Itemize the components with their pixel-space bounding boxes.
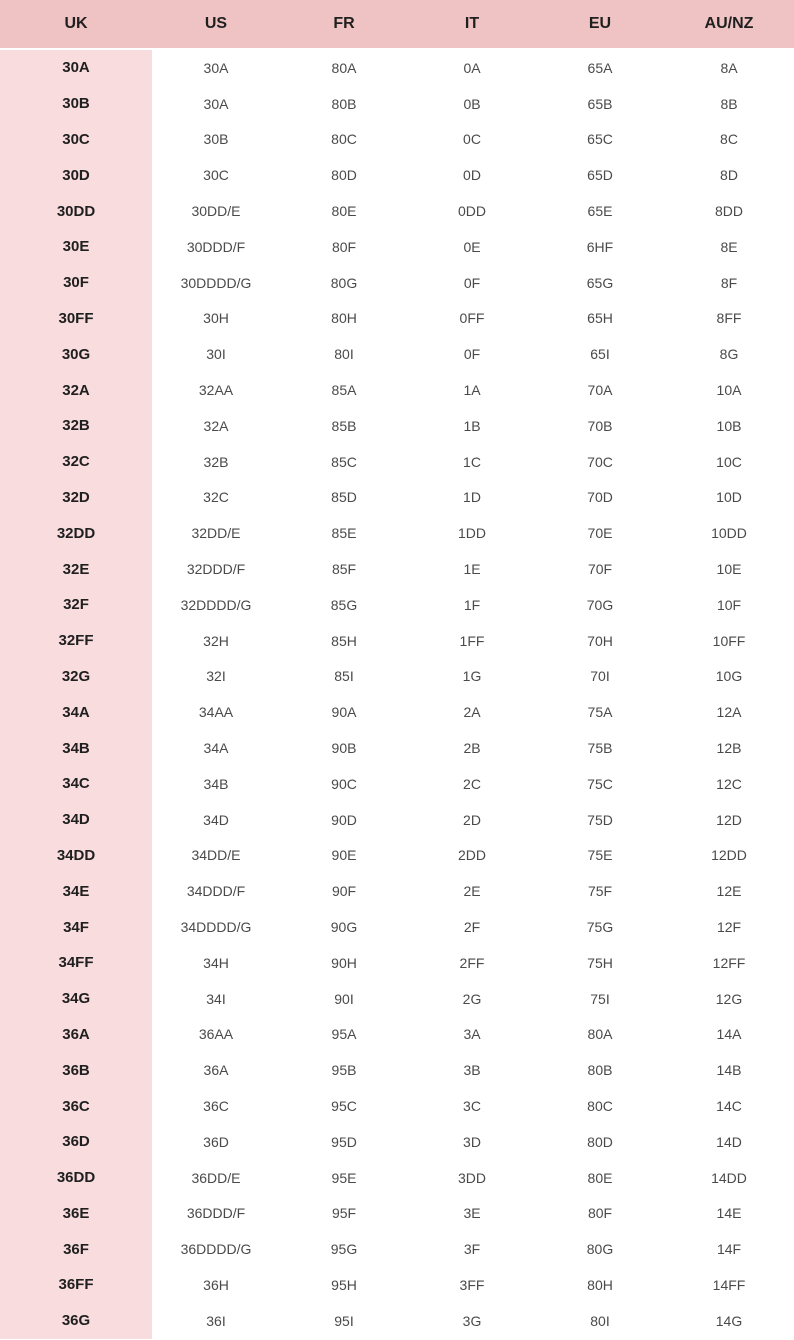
cell-fr: 90H	[331, 954, 357, 971]
cell-au-nz: 10G	[715, 668, 743, 685]
cell-eu: 65H	[587, 310, 613, 327]
cell-us: 36D	[203, 1133, 229, 1150]
cell-us: 36H	[203, 1276, 229, 1293]
cell-eu: 70D	[587, 489, 613, 506]
table-row	[0, 909, 794, 945]
cell-eu: 70A	[587, 382, 613, 399]
cell-us: 30H	[203, 310, 229, 327]
cell-uk: 30C	[0, 122, 152, 158]
table-row	[0, 981, 794, 1017]
table-row	[0, 1267, 794, 1303]
cell-uk: 30F	[0, 265, 152, 301]
cell-eu: 70F	[587, 561, 613, 578]
cell-fr: 95H	[331, 1276, 357, 1293]
cell-au-nz: 14B	[716, 1062, 742, 1079]
cell-fr: 80I	[334, 346, 354, 363]
cell-us: 32A	[203, 417, 229, 434]
table-row	[0, 301, 794, 337]
cell-uk: 36C	[0, 1088, 152, 1124]
cell-it: 0FF	[459, 310, 485, 327]
cell-au-nz: 10D	[716, 489, 742, 506]
table-row	[0, 1088, 794, 1124]
cell-fr: 80G	[330, 274, 358, 291]
cell-it: 3FF	[459, 1276, 485, 1293]
cell-fr: 80A	[331, 59, 357, 76]
table-row	[0, 336, 794, 372]
cell-uk: 34G	[0, 981, 152, 1017]
cell-au-nz: 10A	[716, 382, 742, 399]
cell-it: 0B	[463, 95, 481, 112]
table-row	[0, 229, 794, 265]
cell-uk: 32DD	[0, 515, 152, 551]
cell-eu: 70I	[590, 668, 610, 685]
cell-eu: 75B	[587, 740, 613, 757]
table-row	[0, 802, 794, 838]
cell-fr: 85A	[331, 382, 357, 399]
cell-au-nz: 8D	[720, 167, 738, 184]
cell-eu: 75A	[587, 704, 613, 721]
cell-uk: 30DD	[0, 193, 152, 229]
cell-us: 36C	[203, 1098, 229, 1114]
cell-it: 0A	[463, 59, 481, 76]
cell-eu: 70C	[587, 453, 613, 470]
cell-fr: 85D	[331, 489, 357, 506]
table-row	[0, 694, 794, 730]
cell-au-nz: 8G	[719, 346, 739, 363]
cell-us: 34I	[206, 990, 226, 1007]
cell-au-nz: 8A	[720, 59, 738, 76]
cell-eu: 65D	[587, 167, 613, 184]
cell-us: 32DDD/F	[186, 561, 246, 578]
cell-fr: 85G	[330, 596, 358, 613]
table-row	[0, 587, 794, 623]
cell-uk: 34D	[0, 802, 152, 838]
table-body	[0, 49, 794, 1339]
table-row	[0, 551, 794, 587]
cell-uk: 32D	[0, 480, 152, 516]
cell-au-nz: 8F	[720, 274, 738, 291]
cell-au-nz: 12DD	[711, 847, 747, 864]
cell-us: 36DDDD/G	[180, 1241, 252, 1258]
cell-eu: 65E	[587, 203, 613, 220]
cell-fr: 80H	[331, 310, 357, 327]
cell-it: 1G	[462, 668, 482, 685]
cell-eu: 65A	[587, 59, 613, 76]
cell-eu: 70B	[587, 417, 613, 434]
table-header	[0, 0, 794, 49]
cell-us: 30A	[203, 59, 229, 76]
cell-eu: 75D	[587, 811, 613, 828]
cell-fr: 80D	[331, 167, 357, 184]
table-row	[0, 659, 794, 695]
cell-fr: 95E	[331, 1169, 357, 1186]
cell-uk: 32G	[0, 659, 152, 695]
cell-uk: 30G	[0, 336, 152, 372]
cell-uk: 36DD	[0, 1160, 152, 1196]
cell-eu: 80A	[587, 1026, 613, 1043]
cell-us: 36DDD/F	[186, 1205, 246, 1222]
cell-it: 3DD	[457, 1169, 486, 1186]
cell-uk: 36G	[0, 1303, 152, 1339]
cell-it: 2A	[463, 704, 481, 721]
cell-eu: 75F	[587, 883, 613, 900]
cell-us: 34DD/E	[191, 847, 241, 864]
table-row	[0, 1303, 794, 1339]
cell-fr: 90G	[330, 919, 358, 936]
cell-fr: 90B	[331, 740, 357, 757]
cell-eu: 80C	[587, 1098, 613, 1114]
cell-au-nz: 12B	[716, 740, 742, 757]
cell-fr: 85B	[331, 417, 357, 434]
cell-au-nz: 12E	[716, 883, 742, 900]
cell-eu: 75I	[590, 990, 610, 1007]
cell-us: 32AA	[198, 382, 234, 399]
cell-it: 3G	[462, 1312, 482, 1329]
table-row	[0, 193, 794, 229]
cell-eu: 75H	[587, 954, 613, 971]
cell-uk: 34DD	[0, 838, 152, 874]
cell-us: 32DD/E	[191, 525, 241, 542]
table-row	[0, 1124, 794, 1160]
cell-fr: 85E	[331, 525, 357, 542]
cell-fr: 95D	[331, 1133, 357, 1150]
cell-au-nz: 12G	[715, 990, 743, 1007]
cell-uk: 30E	[0, 229, 152, 265]
cell-au-nz: 14D	[716, 1133, 742, 1150]
cell-uk: 34E	[0, 873, 152, 909]
cell-au-nz: 12FF	[712, 954, 746, 971]
cell-it: 3C	[463, 1098, 481, 1114]
cell-uk: 30A	[0, 49, 152, 86]
cell-uk: 34B	[0, 730, 152, 766]
cell-us: 34B	[203, 775, 229, 792]
table-row	[0, 730, 794, 766]
cell-au-nz: 8DD	[714, 203, 743, 220]
cell-it: 3E	[463, 1205, 481, 1222]
cell-au-nz: 12F	[716, 919, 742, 936]
cell-uk: 36F	[0, 1231, 152, 1267]
table-row	[0, 372, 794, 408]
cell-uk: 32C	[0, 444, 152, 480]
cell-us: 36I	[206, 1312, 226, 1329]
cell-it: 2FF	[459, 954, 485, 971]
table-row	[0, 86, 794, 122]
cell-eu: 65I	[590, 346, 610, 363]
cell-it: 0D	[463, 167, 481, 184]
cell-it: 3F	[463, 1241, 481, 1258]
cell-us: 34DDDD/G	[180, 919, 252, 936]
cell-uk: 36FF	[0, 1267, 152, 1303]
cell-uk: 34A	[0, 694, 152, 730]
cell-uk: 34C	[0, 766, 152, 802]
cell-us: 36DD/E	[191, 1169, 241, 1186]
cell-uk: 36E	[0, 1196, 152, 1232]
cell-eu: 75E	[587, 847, 613, 864]
table-row	[0, 265, 794, 301]
table-row	[0, 1231, 794, 1267]
cell-us: 32I	[206, 668, 226, 685]
cell-us: 32H	[203, 632, 229, 649]
cell-us: 32DDDD/G	[180, 596, 252, 613]
table-row	[0, 408, 794, 444]
cell-it: 2B	[463, 740, 481, 757]
cell-au-nz: 10DD	[711, 525, 747, 542]
cell-us: 30A	[203, 95, 229, 112]
cell-uk: 34FF	[0, 945, 152, 981]
cell-au-nz: 12C	[716, 775, 742, 792]
cell-au-nz: 10F	[716, 596, 742, 613]
cell-it: 1A	[463, 382, 481, 399]
cell-fr: 80C	[331, 131, 357, 148]
cell-it: 2E	[463, 883, 481, 900]
cell-fr: 85F	[331, 561, 357, 578]
cell-fr: 90C	[331, 775, 357, 792]
header-row	[0, 0, 794, 49]
cell-it: 2G	[462, 990, 482, 1007]
cell-eu: 80E	[587, 1169, 613, 1186]
cell-au-nz: 8B	[720, 95, 738, 112]
cell-au-nz: 14F	[716, 1241, 742, 1258]
cell-eu: 65C	[587, 131, 613, 148]
cell-it: 1DD	[457, 525, 486, 542]
cell-us: 30C	[203, 167, 229, 184]
cell-us: 34H	[203, 954, 229, 971]
table-row	[0, 515, 794, 551]
cell-it: 0E	[463, 238, 481, 255]
cell-au-nz: 14A	[716, 1026, 742, 1043]
table-row	[0, 873, 794, 909]
cell-fr: 90I	[334, 990, 354, 1007]
cell-uk: 32A	[0, 372, 152, 408]
cell-us: 30B	[203, 131, 229, 148]
cell-uk: 32E	[0, 551, 152, 587]
cell-us: 34A	[203, 740, 229, 757]
cell-fr: 80B	[331, 95, 357, 112]
table-row	[0, 945, 794, 981]
cell-au-nz: 12D	[716, 811, 742, 828]
cell-eu: 75C	[587, 775, 613, 792]
cell-eu: 70H	[587, 632, 613, 649]
cell-it: 1FF	[459, 632, 485, 649]
cell-it: 0F	[463, 346, 481, 363]
cell-au-nz: 10C	[716, 453, 742, 470]
cell-eu: 80G	[586, 1241, 614, 1258]
cell-au-nz: 14DD	[711, 1169, 747, 1186]
cell-uk: 36A	[0, 1017, 152, 1053]
cell-au-nz: 8E	[720, 238, 738, 255]
cell-fr: 80E	[331, 203, 357, 220]
header-au-nz: AU/NZ	[664, 0, 794, 49]
cell-au-nz: 14E	[716, 1205, 742, 1222]
header-us: US	[152, 0, 280, 49]
table-row	[0, 122, 794, 158]
cell-au-nz: 14G	[715, 1312, 743, 1329]
cell-uk: 30FF	[0, 301, 152, 337]
header-fr: FR	[280, 0, 408, 49]
cell-eu: 80H	[587, 1276, 613, 1293]
cell-it: 2F	[463, 919, 481, 936]
cell-it: 3B	[463, 1062, 481, 1079]
cell-it: 1C	[463, 453, 481, 470]
cell-au-nz: 12A	[716, 704, 742, 721]
cell-au-nz: 14C	[716, 1098, 742, 1114]
table-row	[0, 1160, 794, 1196]
cell-it: 0C	[463, 131, 481, 148]
cell-eu: 70G	[586, 596, 614, 613]
cell-uk: 32FF	[0, 623, 152, 659]
cell-us: 34D	[203, 811, 229, 828]
table-row	[0, 1017, 794, 1053]
cell-fr: 90E	[331, 847, 357, 864]
table-row	[0, 1052, 794, 1088]
cell-au-nz: 14FF	[712, 1276, 746, 1293]
cell-us: 32B	[203, 453, 229, 470]
cell-fr: 95F	[331, 1205, 357, 1222]
cell-uk: 36D	[0, 1124, 152, 1160]
cell-it: 2DD	[457, 847, 486, 864]
cell-us: 30I	[206, 346, 226, 363]
cell-it: 2C	[463, 775, 481, 792]
cell-eu: 65B	[587, 95, 613, 112]
cell-uk: 30B	[0, 86, 152, 122]
cell-fr: 85I	[334, 668, 354, 685]
header-eu: EU	[536, 0, 664, 49]
table-row	[0, 838, 794, 874]
cell-fr: 80F	[331, 238, 357, 255]
cell-eu: 80B	[587, 1062, 613, 1079]
cell-fr: 95G	[330, 1241, 358, 1258]
cell-eu: 80I	[590, 1312, 610, 1329]
cell-us: 34DDD/F	[186, 883, 246, 900]
cell-uk: 32B	[0, 408, 152, 444]
cell-it: 0DD	[457, 203, 486, 220]
cell-uk: 30D	[0, 157, 152, 193]
table-row	[0, 157, 794, 193]
table-row	[0, 766, 794, 802]
cell-it: 1F	[463, 596, 481, 613]
table-row	[0, 444, 794, 480]
cell-us: 30DDDD/G	[180, 274, 252, 291]
cell-fr: 90D	[331, 811, 357, 828]
table-row	[0, 623, 794, 659]
cell-au-nz: 10E	[716, 561, 742, 578]
cell-it: 2D	[463, 811, 481, 828]
cell-fr: 85C	[331, 453, 357, 470]
cell-au-nz: 8C	[720, 131, 738, 148]
cell-fr: 90F	[331, 883, 357, 900]
header-it: IT	[408, 0, 536, 49]
table-row	[0, 1196, 794, 1232]
cell-eu: 80F	[587, 1205, 613, 1222]
cell-it: 1B	[463, 417, 481, 434]
cell-fr: 90A	[331, 704, 357, 721]
cell-au-nz: 10B	[716, 417, 742, 434]
cell-fr: 95C	[331, 1098, 357, 1114]
cell-it: 0F	[463, 274, 481, 291]
cell-us: 34AA	[198, 704, 234, 721]
cell-us: 36AA	[198, 1026, 234, 1043]
cell-uk: 32F	[0, 587, 152, 623]
cell-it: 1E	[463, 561, 481, 578]
table-row	[0, 49, 794, 86]
cell-au-nz: 8FF	[716, 310, 742, 327]
cell-fr: 95B	[331, 1062, 357, 1079]
cell-fr: 95A	[331, 1026, 357, 1043]
cell-eu: 80D	[587, 1133, 613, 1150]
cell-us: 32C	[203, 489, 229, 506]
cell-us: 36A	[203, 1062, 229, 1079]
cell-us: 30DDD/F	[186, 238, 246, 255]
cell-uk: 36B	[0, 1052, 152, 1088]
cell-eu: 75G	[586, 919, 614, 936]
header-uk: UK	[0, 0, 152, 49]
cell-us: 30DD/E	[191, 203, 241, 220]
cell-eu: 65G	[586, 274, 614, 291]
cell-eu: 6HF	[586, 238, 614, 255]
cell-it: 1D	[463, 489, 481, 506]
cell-uk: 34F	[0, 909, 152, 945]
cell-it: 3D	[463, 1133, 481, 1150]
cell-fr: 85H	[331, 632, 357, 649]
table-row	[0, 480, 794, 516]
cell-fr: 95I	[334, 1312, 354, 1329]
cell-it: 3A	[463, 1026, 481, 1043]
cell-au-nz: 10FF	[712, 632, 746, 649]
cell-eu: 70E	[587, 525, 613, 542]
